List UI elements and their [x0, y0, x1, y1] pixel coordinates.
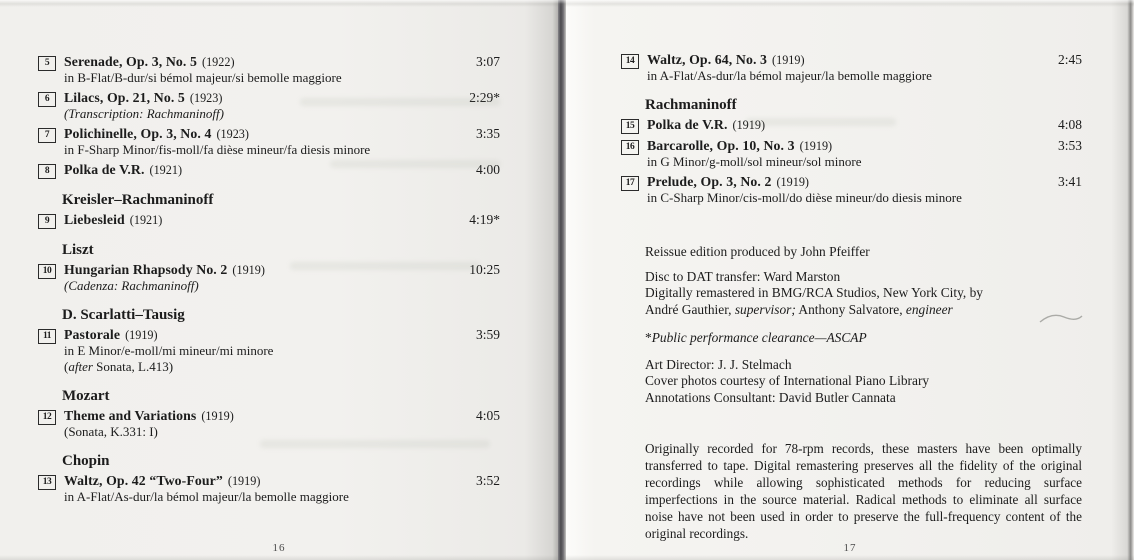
- track-row: [38, 54, 500, 86]
- track-number-box: 13: [38, 475, 56, 490]
- page-number-right: 17: [843, 542, 857, 554]
- track-time: 4:00: [475, 162, 500, 177]
- track-time: 3:35: [475, 126, 500, 141]
- track-subtitle-2: (after Sonata, L.413): [64, 359, 174, 374]
- credit-art-director: Art Director: J. J. Stelmach: [645, 356, 792, 372]
- track-number-box: 6: [38, 92, 56, 107]
- track-subtitle: (Sonata, K.331: I): [64, 424, 158, 439]
- track-number-box: 7: [38, 128, 56, 143]
- track-year: (1919): [232, 263, 265, 277]
- track-year: (1919): [125, 328, 158, 342]
- credit-reissue-producer: Reissue edition produced by John Pfeiffer: [645, 244, 870, 259]
- scan-bleed-artifact: [260, 440, 490, 448]
- booklet-gutter: [558, 0, 566, 560]
- track-number-box: 14: [621, 54, 639, 69]
- track-number-box: 10: [38, 264, 56, 279]
- track-title: Polka de V.R.: [647, 117, 728, 132]
- remastering-note-paragraph: Originally recorded for 78-rpm records, these masters have been optimally transferred to tape. Digital remastering preserves all the fidelity of the original recordings while allowing sophisticated methods for reducing surface imperfections in the source material. Radical methods to eliminate all surface noise have not been used in order to preserve the full-frequency content of the original recordings.: [645, 441, 1082, 541]
- track-time: 4:08: [1057, 117, 1082, 132]
- credit-remastered-at: Digitally remastered in BMG/RCA Studios, New York City, by: [645, 285, 983, 300]
- track-time: 3:53: [1057, 138, 1082, 153]
- track-title: Prelude, Op. 3, No. 2: [647, 174, 772, 189]
- track-number-box: 11: [38, 329, 56, 344]
- track-row: [621, 138, 1082, 170]
- track-title: Waltz, Op. 42 “Two-Four”: [64, 473, 223, 488]
- track-title: Hungarian Rhapsody No. 2: [64, 262, 228, 277]
- track-title: Liebesleid: [64, 212, 125, 227]
- track-time: 2:29*: [469, 90, 500, 105]
- track-time: 2:45: [1057, 52, 1082, 67]
- track-time: 4:05: [475, 408, 500, 423]
- track-row: [38, 90, 500, 122]
- composer-heading: Kreisler–Rachmaninoff: [62, 192, 214, 208]
- track-time: 3:59: [475, 327, 500, 342]
- composer-heading: Liszt: [62, 242, 94, 258]
- track-subtitle: in B-Flat/B-dur/si bémol majeur/si bemolle maggiore: [64, 70, 342, 85]
- track-number-box: 5: [38, 56, 56, 71]
- composer-heading: Mozart: [62, 388, 110, 404]
- track-title: Theme and Variations: [64, 408, 197, 423]
- track-year: (1919): [201, 409, 234, 423]
- credit-remastering-block: [645, 269, 1082, 319]
- track-subtitle: in G Minor/g-moll/sol mineur/sol minore: [647, 154, 862, 169]
- track-subtitle: in A-Flat/As-dur/la bémol majeur/la bemolle maggiore: [64, 489, 349, 504]
- track-row: [38, 262, 500, 294]
- track-row: [38, 327, 500, 375]
- track-number-box: 17: [621, 176, 639, 191]
- track-title: Serenade, Op. 3, No. 5: [64, 54, 198, 69]
- composer-heading: D. Scarlatti–Tausig: [62, 307, 185, 323]
- track-time: 3:07: [475, 54, 500, 69]
- track-title: Barcarolle, Op. 10, No. 3: [647, 138, 795, 153]
- track-subtitle: in F-Sharp Minor/fis-moll/fa dièse mineur/fa diesis minore: [64, 142, 371, 157]
- track-year: (1919): [776, 175, 809, 189]
- track-number-box: 16: [621, 140, 639, 155]
- track-subtitle: (Cadenza: Rachmaninoff): [64, 278, 199, 293]
- track-subtitle: in A-Flat/As-dur/la bémol majeur/la bemolle maggiore: [647, 68, 932, 83]
- credit-cover-photos: Cover photos courtesy of International Piano Library: [645, 373, 930, 388]
- track-title: Polichinelle, Op. 3, No. 4: [64, 126, 212, 141]
- track-time: 3:52: [475, 473, 500, 488]
- page-number-left: 16: [272, 542, 286, 554]
- composer-heading: Chopin: [62, 453, 110, 469]
- track-time: 10:25: [469, 262, 500, 277]
- track-title: Waltz, Op. 64, No. 3: [647, 52, 768, 67]
- track-year: (1921): [149, 163, 183, 177]
- track-subtitle: in E Minor/e-moll/mi mineur/mi minore: [64, 343, 274, 358]
- ascap-clearance-note: *Public performance clearance—ASCAP: [645, 330, 867, 345]
- track-year: (1923): [216, 127, 249, 141]
- credit-annotations-consultant: Annotations Consultant: David Butler Cannata: [645, 389, 896, 405]
- track-title: Pastorale: [64, 327, 121, 342]
- credit-dat-transfer: Disc to DAT transfer: Ward Marston: [645, 268, 841, 284]
- track-year: (1919): [732, 118, 766, 132]
- composer-heading: Rachmaninoff: [645, 97, 737, 113]
- credit-production-block: [645, 357, 1082, 407]
- track-number-box: 12: [38, 410, 56, 425]
- track-row: [38, 126, 500, 158]
- track-title: Polka de V.R.: [64, 162, 145, 177]
- track-time: 4:19*: [469, 212, 500, 227]
- track-subtitle: in C-Sharp Minor/cis-moll/do dièse mineur/do diesis minore: [647, 190, 962, 205]
- track-year: (1919): [799, 139, 833, 153]
- track-row: [38, 162, 500, 179]
- track-number-box: 8: [38, 164, 56, 179]
- track-year: (1922): [202, 55, 235, 69]
- track-number-box: 15: [621, 119, 639, 134]
- track-year: (1923): [189, 91, 223, 105]
- booklet-page-right: [566, 0, 1134, 560]
- track-title: Lilacs, Op. 21, No. 5: [64, 90, 185, 105]
- credit-supervisor-engineer: André Gauthier, supervisor; Anthony Salvatore, engineer: [645, 301, 953, 317]
- track-year: (1921): [129, 213, 163, 227]
- track-row: [38, 212, 500, 229]
- track-subtitle: (Transcription: Rachmaninoff): [64, 106, 224, 121]
- track-row: [621, 174, 1082, 206]
- track-year: (1919): [227, 474, 261, 488]
- track-year: (1919): [772, 53, 805, 67]
- track-row: [621, 52, 1082, 84]
- track-time: 3:41: [1057, 174, 1082, 189]
- track-row: [38, 473, 500, 505]
- booklet-page-left: [0, 0, 558, 560]
- track-number-box: 9: [38, 214, 56, 229]
- track-row: [621, 117, 1082, 134]
- track-row: [38, 408, 500, 440]
